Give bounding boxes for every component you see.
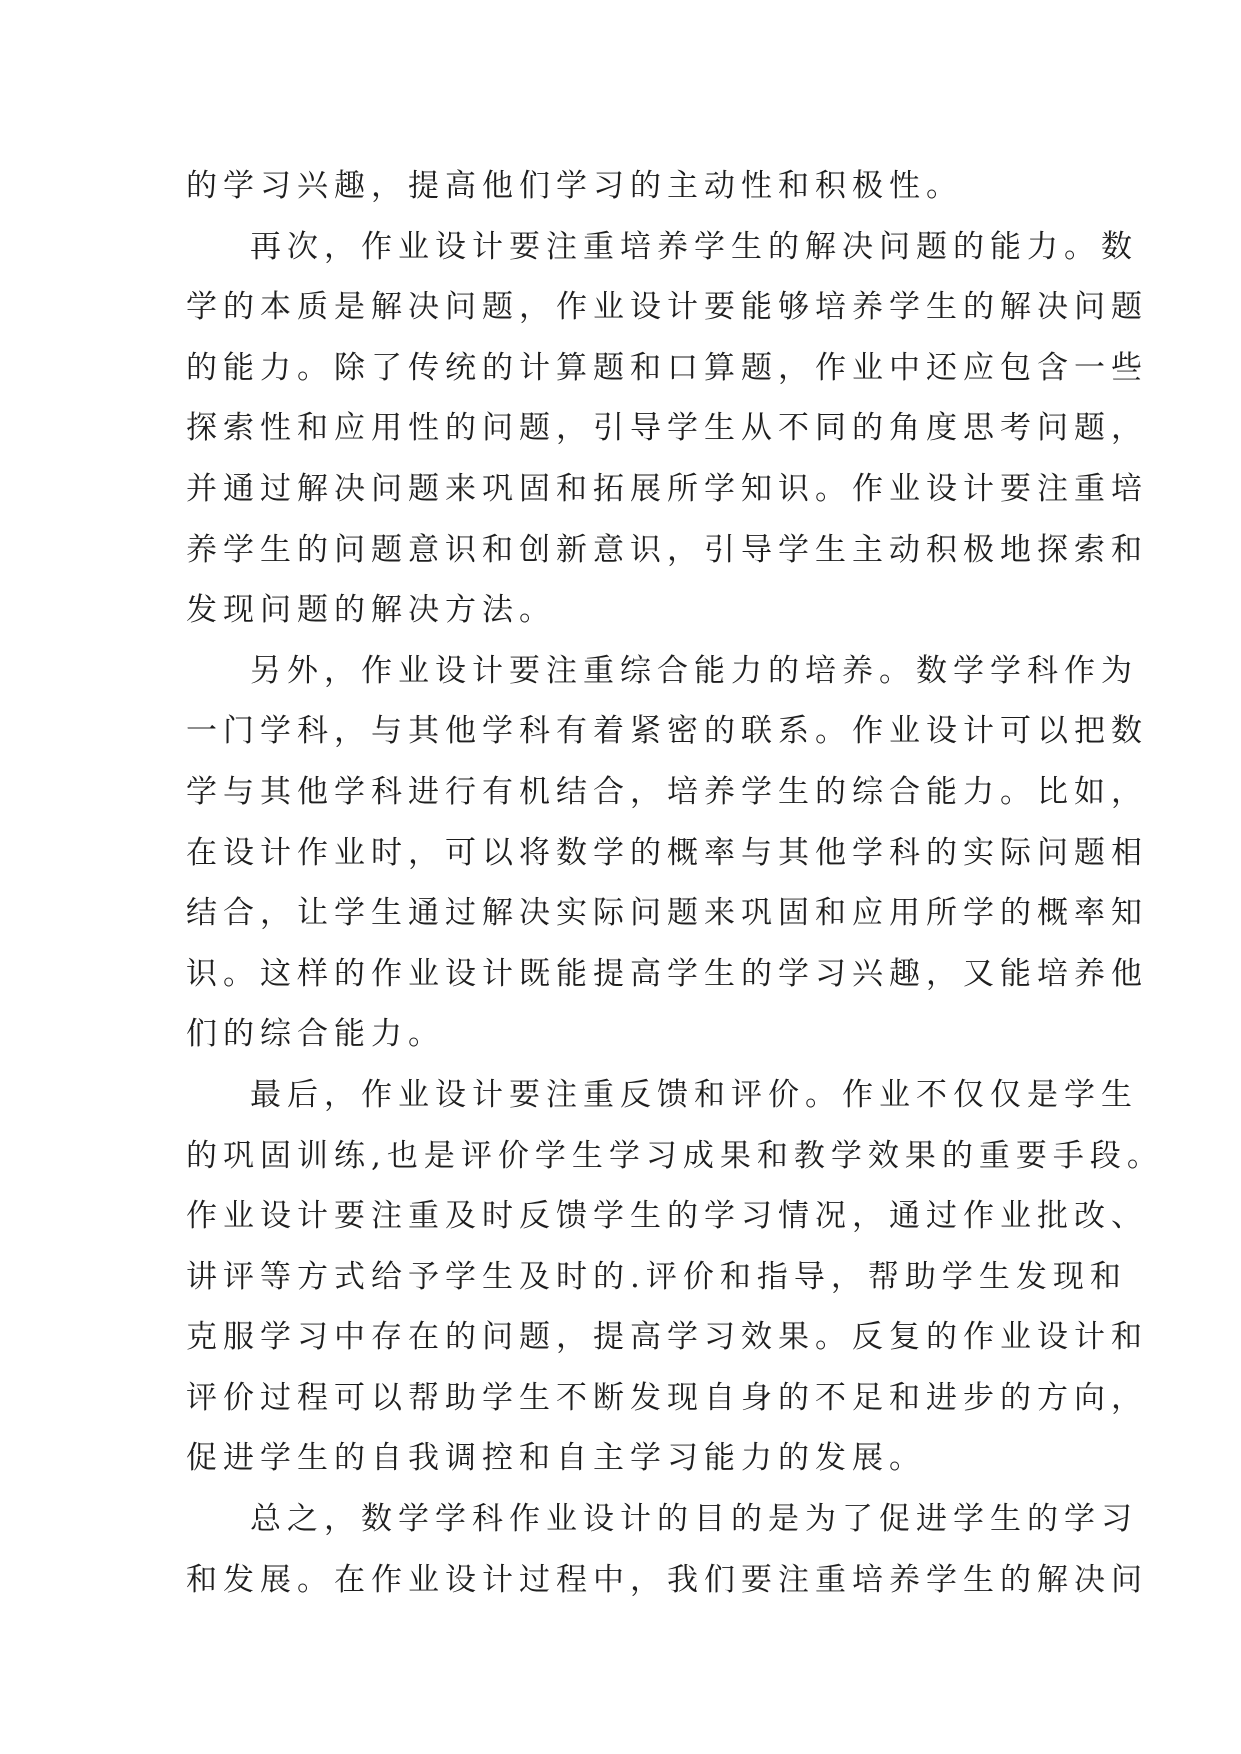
- paragraph-start-line: 另外，作业设计要注重综合能力的培养。数学学科作为: [250, 652, 1138, 689]
- text-line: 探索性和应用性的问题，引导学生从不同的角度思考问题，: [186, 410, 1148, 447]
- paragraph-start-line: 总之，数学学科作业设计的目的是为了促进学生的学习: [250, 1501, 1138, 1538]
- text-line: 学的本质是解决问题，作业设计要能够培养学生的解决问题: [186, 289, 1148, 326]
- text-line: 作业设计要注重及时反馈学生的学习情况，通过作业批改、: [186, 1198, 1148, 1235]
- text-line: 促进学生的自我调控和自主学习能力的发展。: [186, 1440, 926, 1477]
- body-text: [186, 156, 1164, 1610]
- text-line: 评价过程可以帮助学生不断发现自身的不足和进步的方向，: [186, 1379, 1148, 1416]
- text-line: 结合，让学生通过解决实际问题来巩固和应用所学的概率知: [186, 895, 1148, 932]
- text-line: 识。这样的作业设计既能提高学生的学习兴趣，又能培养他: [186, 955, 1148, 992]
- text-line: 的学习兴趣，提高他们学习的主动性和积极性。: [186, 168, 963, 204]
- paragraph-start-line: 再次，作业设计要注重培养学生的解决问题的能力。数: [250, 228, 1138, 265]
- text-line: 在设计作业时，可以将数学的概率与其他学科的实际问题相: [186, 834, 1148, 871]
- text-line: 一门学科，与其他学科有着紧密的联系。作业设计可以把数: [186, 713, 1148, 750]
- text-line: 养学生的问题意识和创新意识，引导学生主动积极地探索和: [186, 531, 1148, 568]
- text-line: 发现问题的解决方法。: [186, 592, 556, 629]
- text-line: 的能力。除了传统的计算题和口算题，作业中还应包含一些: [186, 349, 1148, 386]
- text-line: 讲评等方式给予学生及时的.评价和指导，帮助学生发现和: [186, 1258, 1127, 1295]
- text-line: 克服学习中存在的问题，提高学习效果。反复的作业设计和: [186, 1319, 1148, 1356]
- paragraph-start-line: 最后，作业设计要注重反馈和评价。作业不仅仅是学生: [250, 1076, 1138, 1113]
- text-line: 们的综合能力。: [186, 1016, 445, 1053]
- text-line: 并通过解决问题来巩固和拓展所学知识。作业设计要注重培: [186, 470, 1148, 507]
- text-line: 学与其他学科进行有机结合，培养学生的综合能力。比如，: [186, 773, 1148, 810]
- text-line: 的巩固训练,也是评价学生学习成果和教学效果的重要手段。: [186, 1137, 1164, 1174]
- text-line: 和发展。在作业设计过程中，我们要注重培养学生的解决问: [186, 1561, 1148, 1598]
